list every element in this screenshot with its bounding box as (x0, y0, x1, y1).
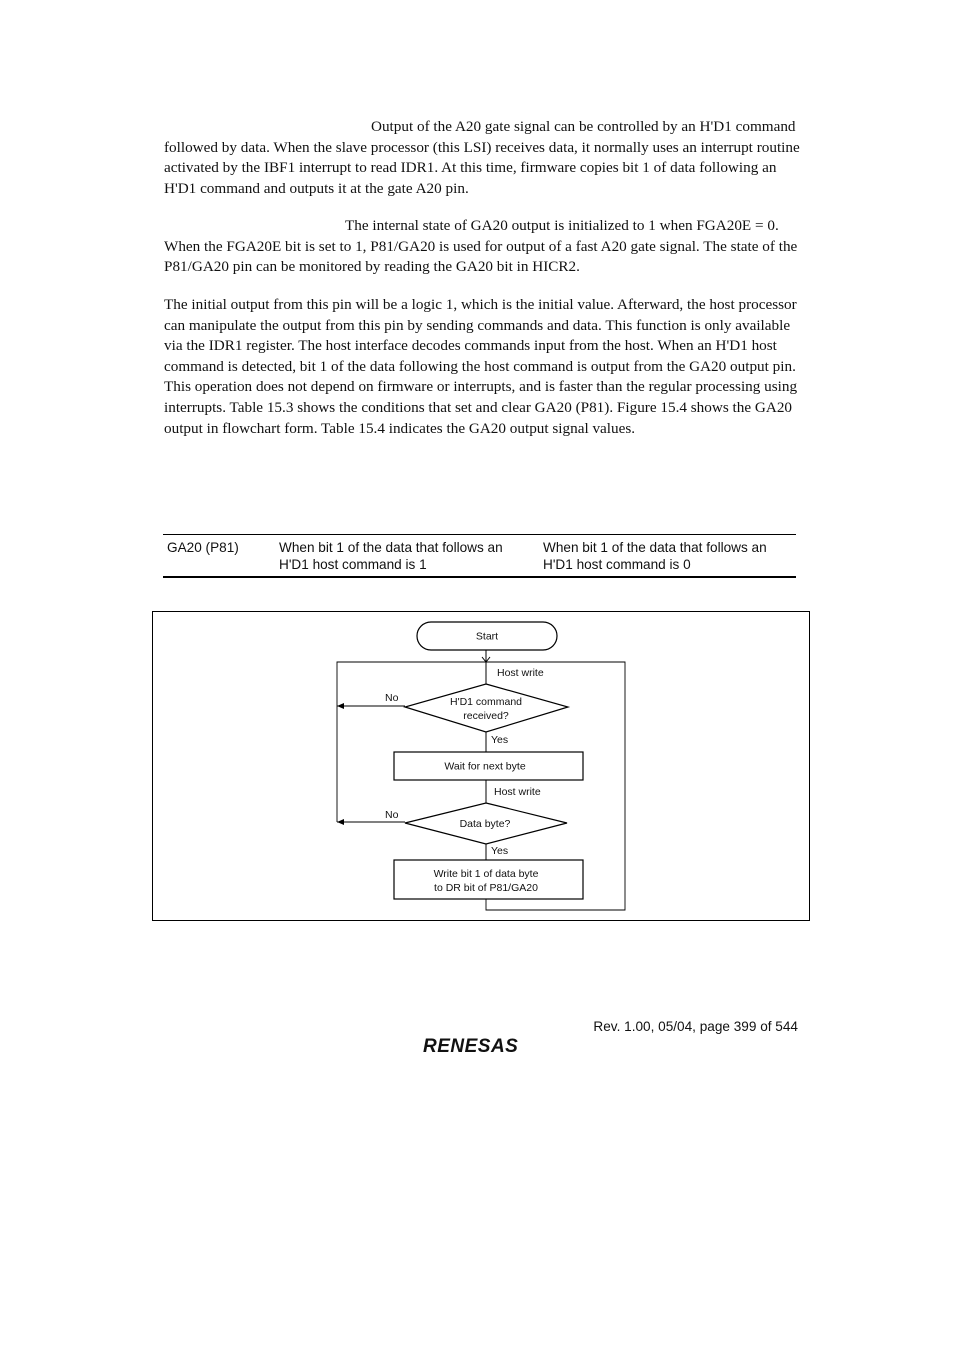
table-cell-set-line2: H'D1 host command is 1 (279, 557, 427, 572)
write-line2: to DR bit of P81/GA20 (434, 882, 538, 894)
write-line1: Write bit 1 of data byte (433, 868, 539, 880)
ga20-flowchart (153, 612, 809, 920)
start-label: Start (475, 630, 499, 643)
paragraph-ga20-init: The internal state of GA20 output is initialized to 1 when FGA20E = 0. When the FGA20E bit is set to 1, P81/GA20 is used for output of a fast A20 gate signal. The state of the P81/GA20 pin can be monitored by reading the GA20 bit in HICR2. (164, 217, 798, 276)
hd1-command-decision (405, 684, 568, 732)
host-write-label-2: Host write (494, 786, 541, 798)
decision1-line2: received? (463, 710, 509, 722)
table-cell-clear (543, 539, 767, 573)
ga20-set-clear-table (163, 534, 796, 578)
decision2-label: Data byte? (459, 818, 511, 830)
table-cell-pin: GA20 (P81) (167, 540, 239, 555)
yes-label-2: Yes (491, 845, 509, 857)
paragraph-a20-control: Output of the A20 gate signal can be controlled by an H'D1 command followed by data. When the slave processor (this LSI) receives data, it normally uses an interrupt routine activated by the IBF1 interrupt to read IDR1. At this time, firmware copies bit 1 of data following an H'D1 command and outputs it at the gate A20 pin. (164, 118, 800, 197)
table-cell-clear-line1: When bit 1 of the data that follows an (543, 540, 767, 555)
table-cell-set-line1: When bit 1 of the data that follows an (279, 540, 503, 555)
page-footer-info: Rev. 1.00, 05/04, page 399 of 544 (593, 1019, 798, 1034)
decision1-line1: H'D1 command (449, 696, 523, 708)
table-cell-clear-line2: H'D1 host command is 0 (543, 557, 691, 572)
yes-label-1: Yes (491, 734, 509, 746)
host-write-label-1: Host write (497, 667, 544, 679)
no-label-1: No (385, 692, 399, 704)
left-loop-line (337, 662, 486, 822)
no-label-2: No (385, 809, 399, 821)
svg-text:RENESAS: RENESAS (423, 1036, 519, 1057)
paragraph-ga20-output: The initial output from this pin will be a logic 1, which is the initial value. Afterward, the host processor can manipulate the output from this pin by sending commands and data. This function is only available via the IDR1 register. The host interface decodes commands input from the host. When an H'D1 host command is detected, bit 1 of the data following the host command is output from the GA20 output pin. This operation does not depend on firmware or interrupts, and is faster than the regular processing using interrupts. Table 15.3 shows the conditions that set and clear GA20 (P81). Figure 15.4 shows the GA20 output in flowchart form. Table 15.4 indicates the GA20 output signal values. (164, 296, 798, 437)
wait-label: Wait for next byte (444, 760, 526, 773)
renesas-logo (421, 1033, 543, 1057)
flowchart-frame (152, 611, 810, 921)
table-cell-set (279, 539, 503, 573)
